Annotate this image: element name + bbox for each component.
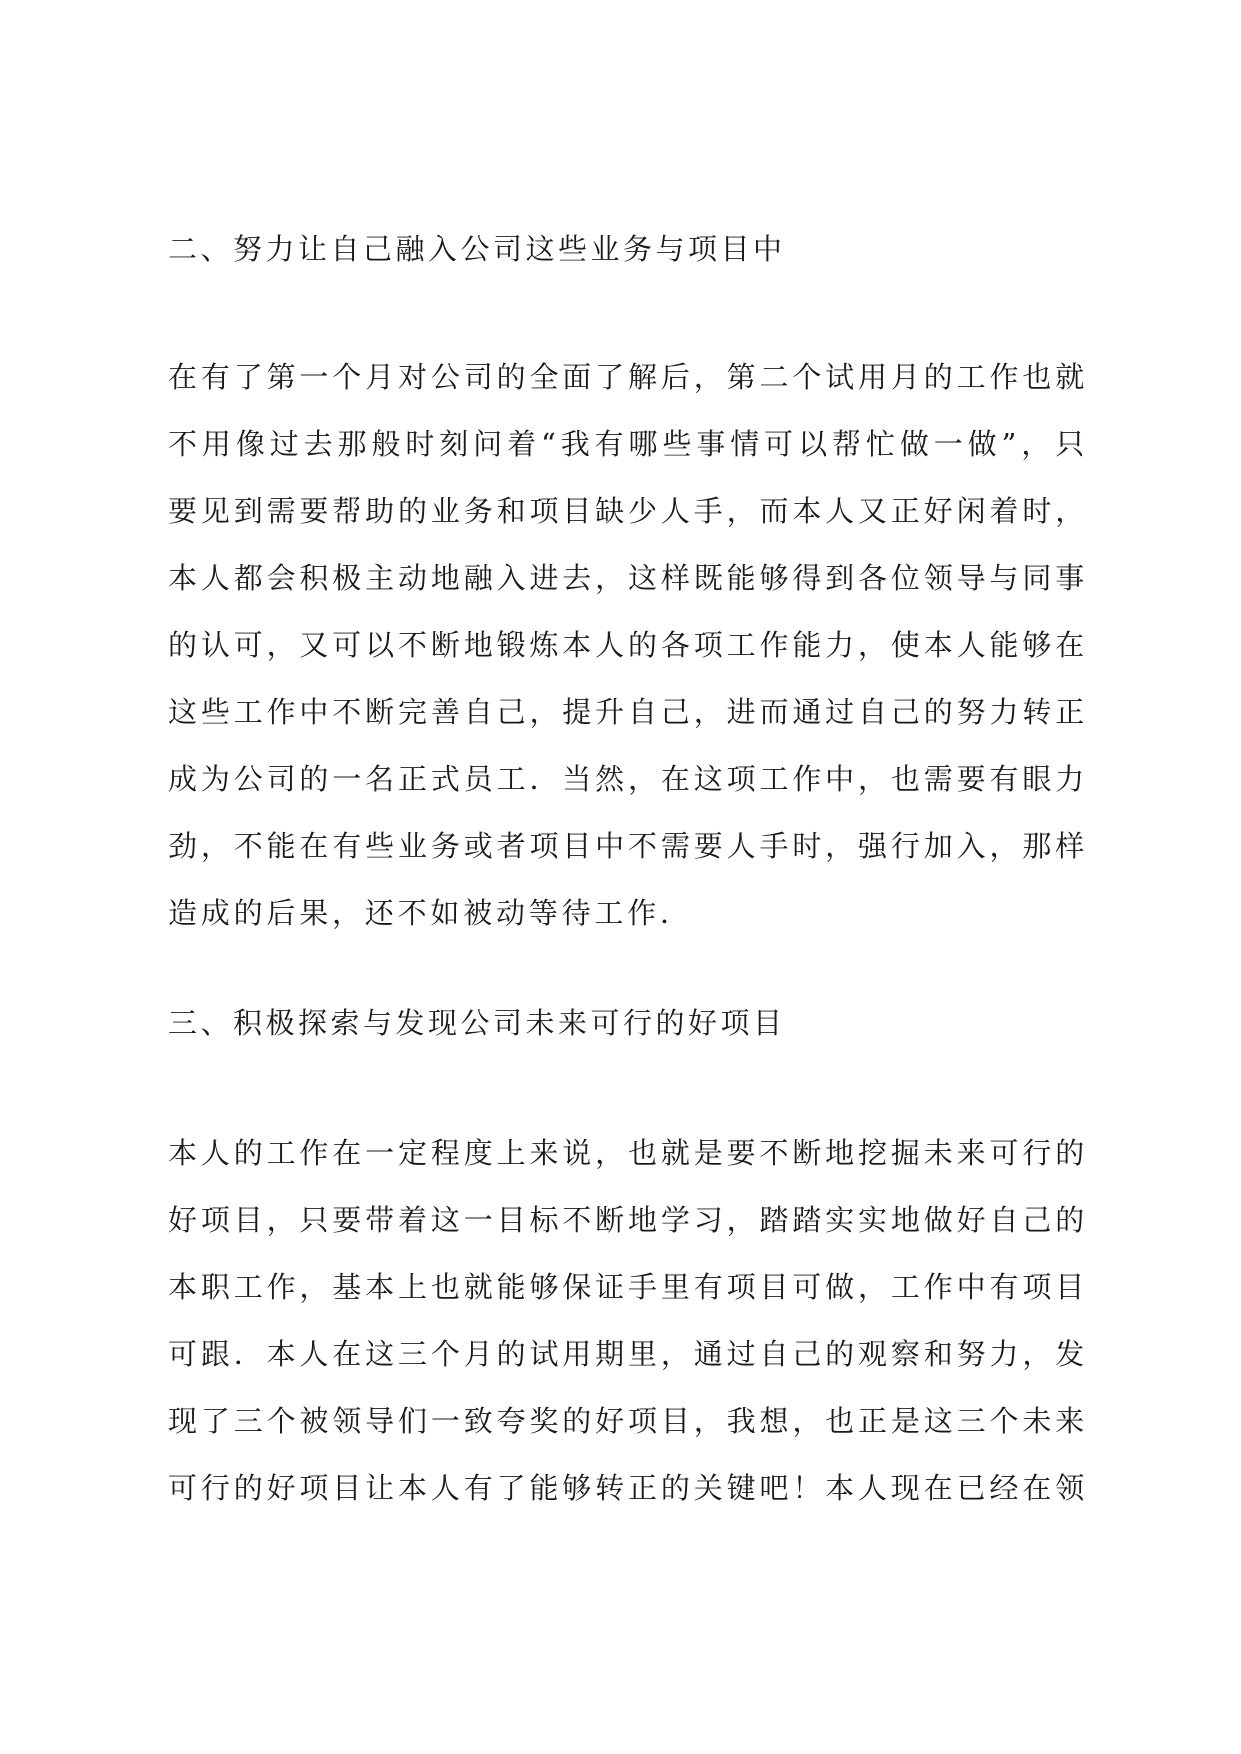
paragraph-line: 本人都会积极主动地融入进去，这样既能够得到各位领导与同事 [168,561,1088,595]
section-heading-3: 三、积极探索与发现公司未来可行的好项目 [168,1006,786,1040]
paragraph-line: 造成的后果，还不如被动等待工作． [168,896,693,930]
paragraph-line: 可跟．本人在这三个月的试用期里，通过自己的观察和努力，发 [168,1337,1088,1371]
paragraph-line: 要见到需要帮助的业务和项目缺少人手，而本人又正好闲着时， [168,494,1088,528]
paragraph-line: 劲，不能在有些业务或者项目中不需要人手时，强行加入，那样 [168,829,1088,863]
paragraph-line: 在有了第一个月对公司的全面了解后，第二个试用月的工作也就 [168,360,1088,394]
paragraph-line: 本职工作，基本上也就能够保证手里有项目可做，工作中有项目 [168,1270,1088,1304]
paragraph-line: 可行的好项目让本人有了能够转正的关键吧！本人现在已经在领 [168,1471,1088,1505]
paragraph-line: 本人的工作在一定程度上来说，也就是要不断地挖掘未来可行的 [168,1136,1088,1170]
paragraph-line: 不用像过去那般时刻问着“我有哪些事情可以帮忙做一做”，只 [168,427,1088,461]
paragraph-section-2 [168,344,1088,947]
paragraph-line: 成为公司的一名正式员工．当然，在这项工作中，也需要有眼力 [168,762,1088,796]
paragraph-line: 现了三个被领导们一致夸奖的好项目，我想，也正是这三个未来 [168,1404,1088,1438]
paragraph-line: 这些工作中不断完善自己，提升自己，进而通过自己的努力转正 [168,695,1088,729]
paragraph-line: 的认可，又可以不断地锻炼本人的各项工作能力，使本人能够在 [168,628,1088,662]
paragraph-section-3 [168,1120,1088,1522]
section-heading-2: 二、努力让自己融入公司这些业务与项目中 [168,232,786,266]
paragraph-line: 好项目，只要带着这一目标不断地学习，踏踏实实地做好自己的 [168,1203,1088,1237]
